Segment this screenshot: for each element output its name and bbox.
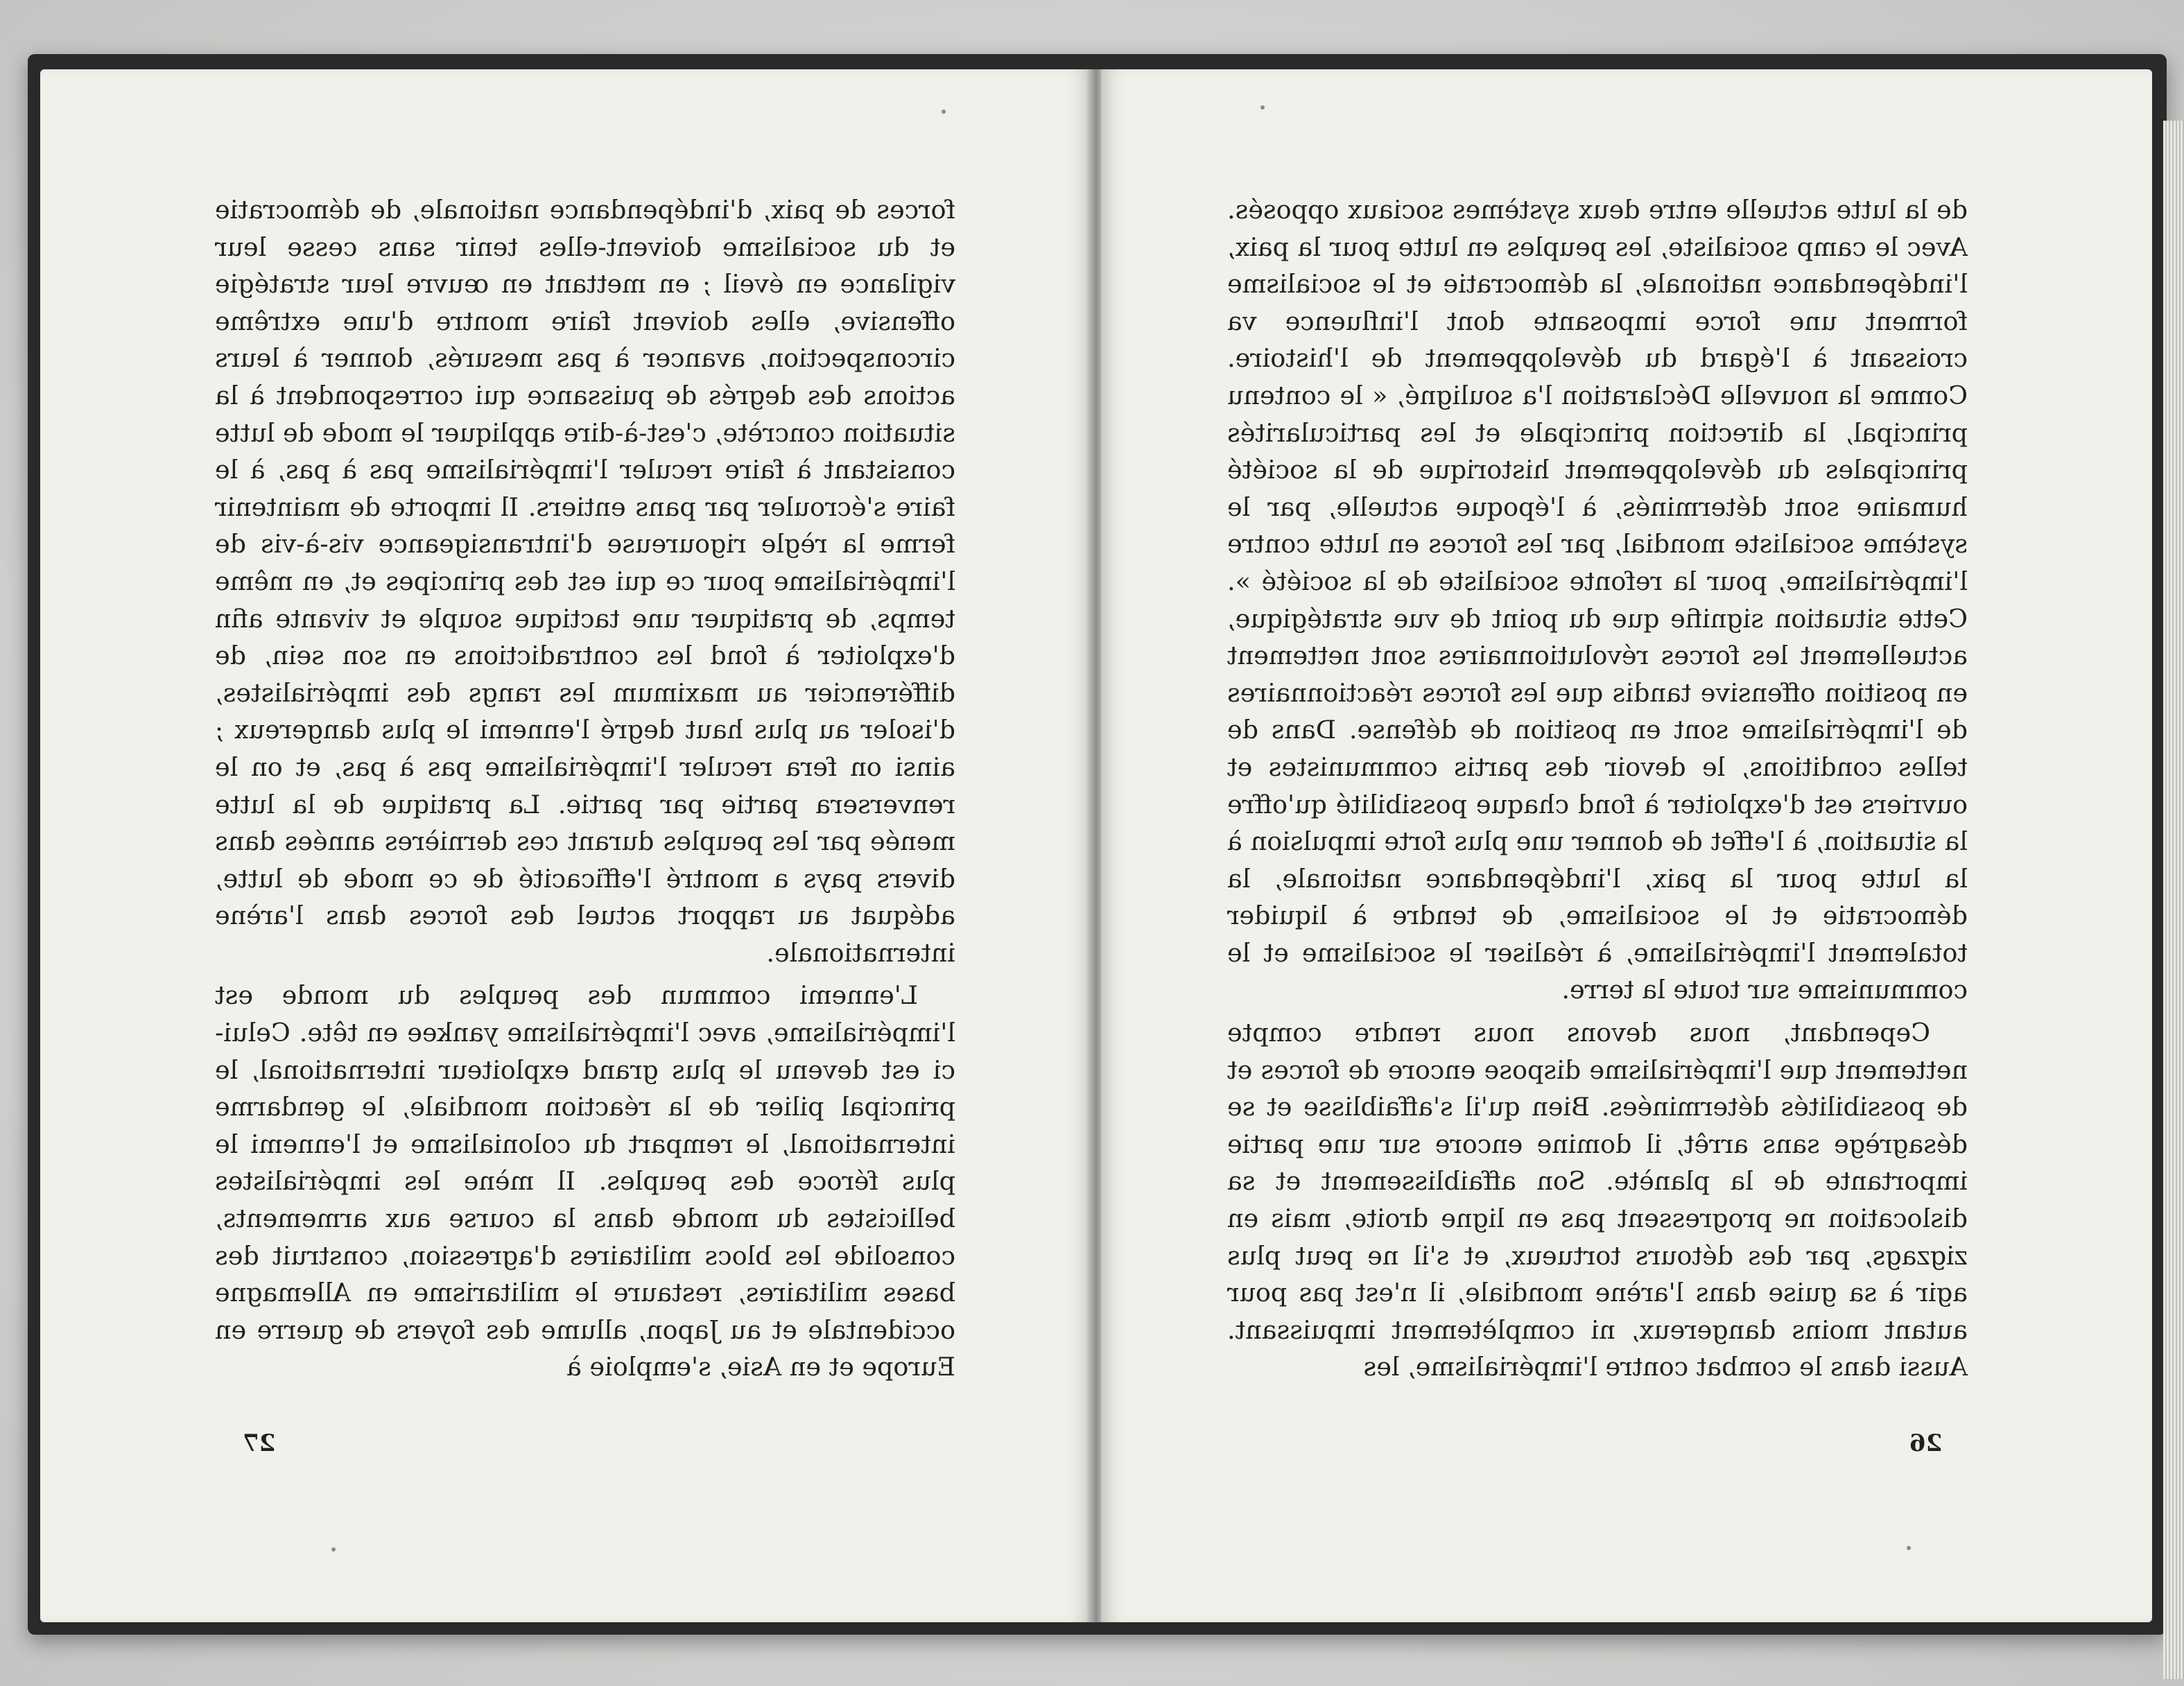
right-paragraph-1: de la lutte actuelle entre deux systèmes sociaux opposés. Avec le camp socialiste, les peuples en lutte pour la paix, l'indépendance nationale, la démocratie et le socialisme forment une force imposante dont l'influence va croissant à l'égard du développement de l'histoire. Comme la nouvelle Déclaration l'a souligné, « le contenu principal, la direction principale et les particularités principales du développement historique de la société humaine sont déterminés, à l'époque actuelle, par le système socialiste mondial, par les forces en lutte contre l'impérialisme, pour la refonte socialiste de la société ». Cette situation signifie que du point de vue stratégique, actuellement les forces révolutionnaires sont nettement en position offensive tandis que les forces réactionnaires de l'impérialisme sont en position de défense. Dans de telles conditions, le devoir des partis communistes et ouvriers est d'exploiter à fond chaque possibilité qu'offre la situation, à l'effet de donner une plus forte impulsion à la lutte pour la paix, l'indépendance nationale, la démocratie et le socialisme, de tendre à liquider totalement l'impérialisme, à réaliser le socialisme et le communisme sur toute la terre. — [1227, 195, 1968, 1005]
page-edges — [2163, 121, 2184, 1679]
print-speck — [942, 110, 946, 114]
print-speck — [1260, 105, 1265, 110]
right-page — [1101, 69, 2152, 1622]
right-paragraph-2: Cependant, nous devons nous rendre compte nettement que l'impérialisme dispose encore de forces et de possibilités déterminées. Bien qu'il s'affaiblisse et se désagrège sans arrêt, il domine encore sur une partie importante de la planète. Son affaiblissement et sa dislocation ne progressent pas en ligne droite, mais en zigzags, par des détours tortueux, et s'il ne peut plus agir à sa guise dans l'arène mondiale, il n'est pas pour autant moins dangereux, ni complètement impuissant. Aussi dans le combat contre l'impérialisme, les — [1227, 1018, 1968, 1382]
print-speck — [331, 1547, 336, 1552]
right-page-number: 26 — [1909, 1429, 1943, 1457]
right-page-text — [1227, 191, 1968, 1386]
left-paragraph-2: L'ennemi commun des peuples du monde est l'impérialisme, avec l'impérialisme yankee en tête. Celui-ci est devenu le plus grand exploiteur international, le principal pilier de la réaction mondiale, le gendarme international, le rempart du colonialisme et l'ennemi le plus féroce des peuples. Il mène les impérialistes bellicistes du monde dans la course aux armements, consolide les blocs militaires d'agression, construit des bases militaires, restaure le militarisme en Allemagne occidentale et au Japon, allume des foyers de guerre en Europe et en Asie, s'emploie à — [215, 980, 955, 1382]
left-page-text — [215, 191, 955, 1386]
left-page-number: 27 — [243, 1429, 276, 1457]
left-paragraph-1: forces de paix, d'indépendance nationale, de démocratie et du socialisme doivent-elles tenir sans cesse leur vigilance en éveil ; en mettant en œuvre leur stratégie offensive, elles doivent faire montre d'une extrême circonspection, avancer à pas mesurés, donner à leurs actions des degrés de puissance qui correspondent à la situation concrète, c'est-à-dire appliquer le mode de lutte consistant à faire reculer l'impérialisme pas à pas, à le faire s'écrouler par pans entiers. Il importe de maintenir ferme la règle rigoureuse d'intransigeance vis-à-vis de l'impérialisme pour ce qui est des principes et, en même temps, de pratiquer une tactique souple et vivante afin d'exploiter à fond les contradictions en son sein, de différencier au maximum les rangs des impérialistes, d'isoler au plus haut degré l'ennemi le plus dangereux ; ainsi on fera reculer l'impérialisme pas à pas, et on le renversera partie par partie. La pratique de la lutte menée par les peuples durant ces dernières années dans divers pays a montré l'efficacité de ce mode de lutte, adéquat au rapport actuel des forces dans l'arène internationale. — [215, 195, 955, 968]
left-page — [40, 69, 1091, 1622]
print-speck — [1907, 1546, 1911, 1550]
